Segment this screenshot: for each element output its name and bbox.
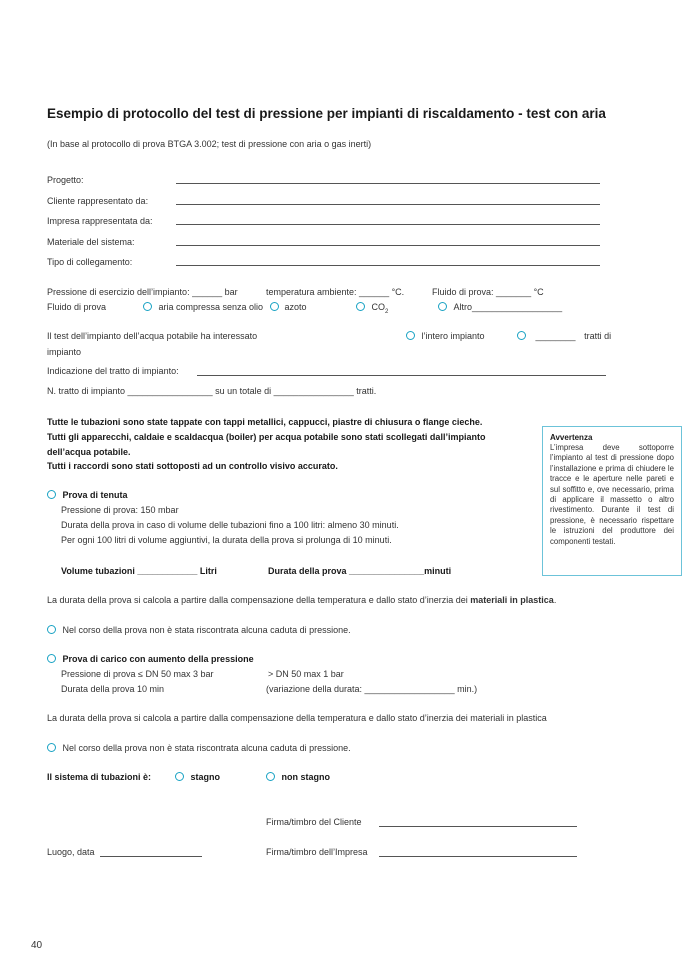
prova-carico-option[interactable]	[47, 654, 254, 664]
statement-raccordi: Tutti i raccordi sono stati sottoposti ad un controllo visivo accurato.	[47, 461, 338, 471]
durata-prova-field: Durata della prova _______________minuti	[268, 566, 452, 576]
sistema-option-non-stagno[interactable]	[266, 772, 330, 782]
field-label-cliente: Cliente rappresentato da:	[47, 196, 149, 206]
field-line-progetto[interactable]	[176, 183, 600, 184]
firma-cliente-label: Firma/timbro del Cliente	[266, 817, 362, 827]
volume-tubazioni-field: Volume tubazioni ____________ Litri	[61, 566, 217, 576]
warning-note-box	[542, 426, 682, 576]
field-label-progetto: Progetto:	[47, 175, 84, 185]
warning-note-title: Avvertenza	[550, 433, 593, 442]
radio-icon[interactable]	[356, 302, 365, 311]
prova-carico-heading: Prova di carico con aumento della pressione	[62, 654, 254, 664]
test-scope-text: Il test dell’impianto dell’acqua potabile ha interessato	[47, 331, 258, 341]
scope-option-tratti[interactable]	[517, 331, 611, 341]
fluid-option-altro-label: Altro__________________	[453, 302, 563, 312]
radio-icon[interactable]	[47, 654, 56, 663]
prova-tenuta-heading: Prova di tenuta	[62, 490, 128, 500]
fluid-option-aria-label: aria compressa senza olio	[158, 302, 264, 312]
field-line-collegamento[interactable]	[176, 265, 600, 266]
co2-text: CO	[371, 302, 386, 312]
radio-icon[interactable]	[175, 772, 184, 781]
sistema-label: Il sistema di tubazioni è:	[47, 772, 152, 782]
prova-carico-pressione-small: Pressione di prova ≤ DN 50 max 3 bar	[61, 669, 214, 679]
field-label-materiale: Materiale del sistema:	[47, 237, 135, 247]
prova-tenuta-durata: Durata della prova in caso di volume delle tubazioni fino a 100 litri: almeno 30 minuti.	[61, 520, 399, 530]
fluid-option-azoto-label: azoto	[284, 302, 307, 312]
field-line-materiale[interactable]	[176, 245, 600, 246]
firma-cliente-line[interactable]	[379, 826, 577, 827]
luogo-data-label: Luogo, data	[47, 847, 95, 857]
prova-carico-durata: Durata della prova 10 min	[61, 684, 165, 694]
fluido-prova-label: Fluido di prova	[47, 302, 107, 312]
radio-icon[interactable]	[143, 302, 152, 311]
radio-icon[interactable]	[47, 625, 56, 634]
sistema-option-non-stagno-label: non stagno	[281, 772, 331, 782]
radio-icon[interactable]	[266, 772, 275, 781]
radio-icon[interactable]	[47, 490, 56, 499]
fluid-option-co2[interactable]	[356, 302, 388, 315]
statement-scollegati-cont: dell’acqua potabile.	[47, 447, 131, 457]
radio-icon[interactable]	[47, 743, 56, 752]
radio-icon[interactable]	[406, 331, 415, 340]
fluid-option-altro[interactable]	[438, 302, 562, 312]
fluid-option-co2-label	[371, 302, 389, 315]
statement-scollegati: Tutti gli apparecchi, caldaie e scaldacqua (boiler) per acqua potabile sono stati scollegati dall’impianto	[47, 432, 486, 442]
field-line-cliente[interactable]	[176, 204, 600, 205]
no-drop-option-2[interactable]	[47, 743, 351, 753]
prova-tenuta-option[interactable]	[47, 490, 128, 500]
field-line-impresa[interactable]	[176, 224, 600, 225]
no-drop-option-1[interactable]	[47, 625, 351, 635]
scope-option-intero-label: l’intero impianto	[421, 331, 485, 341]
durata-note-prefix: La durata della prova si calcola a partire dalla compensazione della temperatura e dallo stato d’inerzia dei	[47, 595, 471, 605]
no-drop-label-1: Nel corso della prova non è stata riscontrata alcuna caduta di pressione.	[62, 625, 351, 635]
statement-tappate: Tutte le tubazioni sono state tappate con tappi metallici, cappucci, piastre di chiusura o flange cieche.	[47, 417, 483, 427]
fluido-prova-temp-label: Fluido di prova: _______ °C	[432, 287, 544, 297]
temperatura-ambiente-label: temperatura ambiente: ______ °C.	[266, 287, 405, 297]
prova-tenuta-prolunga: Per ogni 100 litri di volume aggiuntivi, la durata della prova si prolunga di 10 minuti.	[61, 535, 392, 545]
firma-impresa-line[interactable]	[379, 856, 577, 857]
document-title: Esempio di protocollo del test di pressione per impianti di riscaldamento - test con aria	[47, 106, 606, 121]
indicazione-label: Indicazione del tratto di impianto:	[47, 366, 179, 376]
durata-note-bold: materiali in plastica	[470, 595, 554, 605]
document-subtitle: (In base al protocollo di prova BTGA 3.002; test di pressione con aria o gas inerti)	[47, 139, 372, 149]
fluid-option-aria[interactable]	[143, 302, 263, 312]
fluid-option-azoto[interactable]	[270, 302, 307, 312]
scope-option-tratti-label: tratti di	[584, 331, 612, 341]
radio-icon[interactable]	[270, 302, 279, 311]
field-label-impresa: Impresa rappresentata da:	[47, 216, 153, 226]
prova-carico-variazione: (variazione della durata: __________________ min.)	[266, 684, 478, 694]
firma-impresa-label: Firma/timbro dell’Impresa	[266, 847, 368, 857]
no-drop-label-2: Nel corso della prova non è stata riscontrata alcuna caduta di pressione.	[62, 743, 351, 753]
indicazione-line[interactable]	[197, 375, 606, 376]
radio-icon[interactable]	[517, 331, 526, 340]
warning-note-body: L’impresa deve sottoporre l’impianto al test di pressione dopo l’installazione e prima di chiudere le tracce e le aperture nelle pareti e sul soffitto e, ove necessario, prima di applicare il massetto o altro rivestimento. Durante il test di pressione, è necessario rispettare le istruzioni del produttore dei componenti testati.	[550, 443, 674, 546]
sistema-option-stagno-label: stagno	[190, 772, 221, 782]
scope-option-intero[interactable]	[406, 331, 485, 341]
luogo-data-line[interactable]	[100, 856, 202, 857]
field-label-collegamento: Tipo di collegamento:	[47, 257, 133, 267]
scope-option-tratti-blank: ________	[535, 331, 576, 341]
pressione-esercizio-label: Pressione di esercizio dell’impianto: ______ bar	[47, 287, 238, 297]
test-scope-text-cont: impianto	[47, 347, 82, 357]
prova-carico-pressione-large: > DN 50 max 1 bar	[268, 669, 344, 679]
radio-icon[interactable]	[438, 302, 447, 311]
prova-tenuta-pressione: Pressione di prova: 150 mbar	[61, 505, 179, 515]
sistema-option-stagno[interactable]	[175, 772, 220, 782]
durata-note-suffix: .	[553, 595, 557, 605]
durata-note-plastica-2: La durata della prova si calcola a partire dalla compensazione della temperatura e dallo stato d’inerzia dei materiali in plastica	[47, 713, 547, 723]
co2-subscript: 2	[385, 308, 389, 315]
n-tratto-text: N. tratto di impianto _________________ su un totale di ________________ tratti.	[47, 386, 377, 396]
durata-note-plastica	[47, 595, 556, 605]
page-number: 40	[31, 940, 43, 951]
